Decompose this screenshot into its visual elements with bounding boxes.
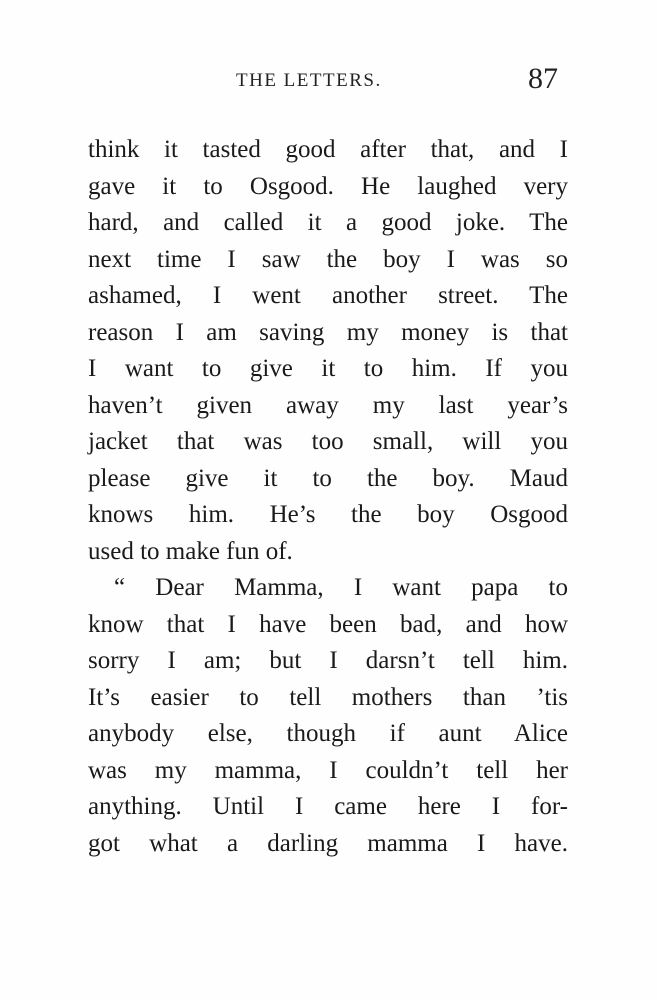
text-line: next time I saw the boy I was so bbox=[88, 245, 568, 273]
text-line: “ Dear Mamma, I want papa to bbox=[114, 574, 568, 601]
text-line: It’s easier to tell mothers than ’tis bbox=[88, 683, 568, 711]
text-line: haven’t given away my last year’s bbox=[88, 391, 568, 419]
text-line: jacket that was too small, will you bbox=[88, 428, 568, 455]
body-text bbox=[88, 132, 568, 862]
text-line: please give it to the boy. Maud bbox=[88, 464, 568, 492]
text-line: sorry I am; but I darsn’t tell him. bbox=[88, 647, 568, 674]
running-head bbox=[0, 62, 657, 102]
text-line: knows him. He’s the boy Osgood bbox=[88, 501, 568, 528]
text-line: I want to give it to him. If you bbox=[88, 355, 568, 382]
page-number: 87 bbox=[528, 62, 558, 95]
text-line: gave it to Osgood. He laughed very bbox=[88, 172, 568, 200]
text-line: think it tasted good after that, and I bbox=[88, 136, 568, 163]
text-line: anything. Until I came here I for- bbox=[88, 793, 568, 820]
text-line: know that I have been bad, and how bbox=[88, 610, 568, 638]
text-line: reason I am saving my money is that bbox=[88, 318, 568, 346]
text-line: got what a darling mamma I have. bbox=[88, 829, 568, 857]
text-line: anybody else, though if aunt Alice bbox=[88, 720, 568, 747]
running-title: THE LETTERS. bbox=[236, 70, 382, 91]
text-line: used to make fun of. bbox=[88, 537, 293, 565]
text-line: was my mamma, I couldn’t tell her bbox=[88, 756, 568, 784]
text-line: hard, and called it a good joke. The bbox=[88, 209, 568, 236]
text-line: ashamed, I went another street. The bbox=[88, 282, 568, 309]
